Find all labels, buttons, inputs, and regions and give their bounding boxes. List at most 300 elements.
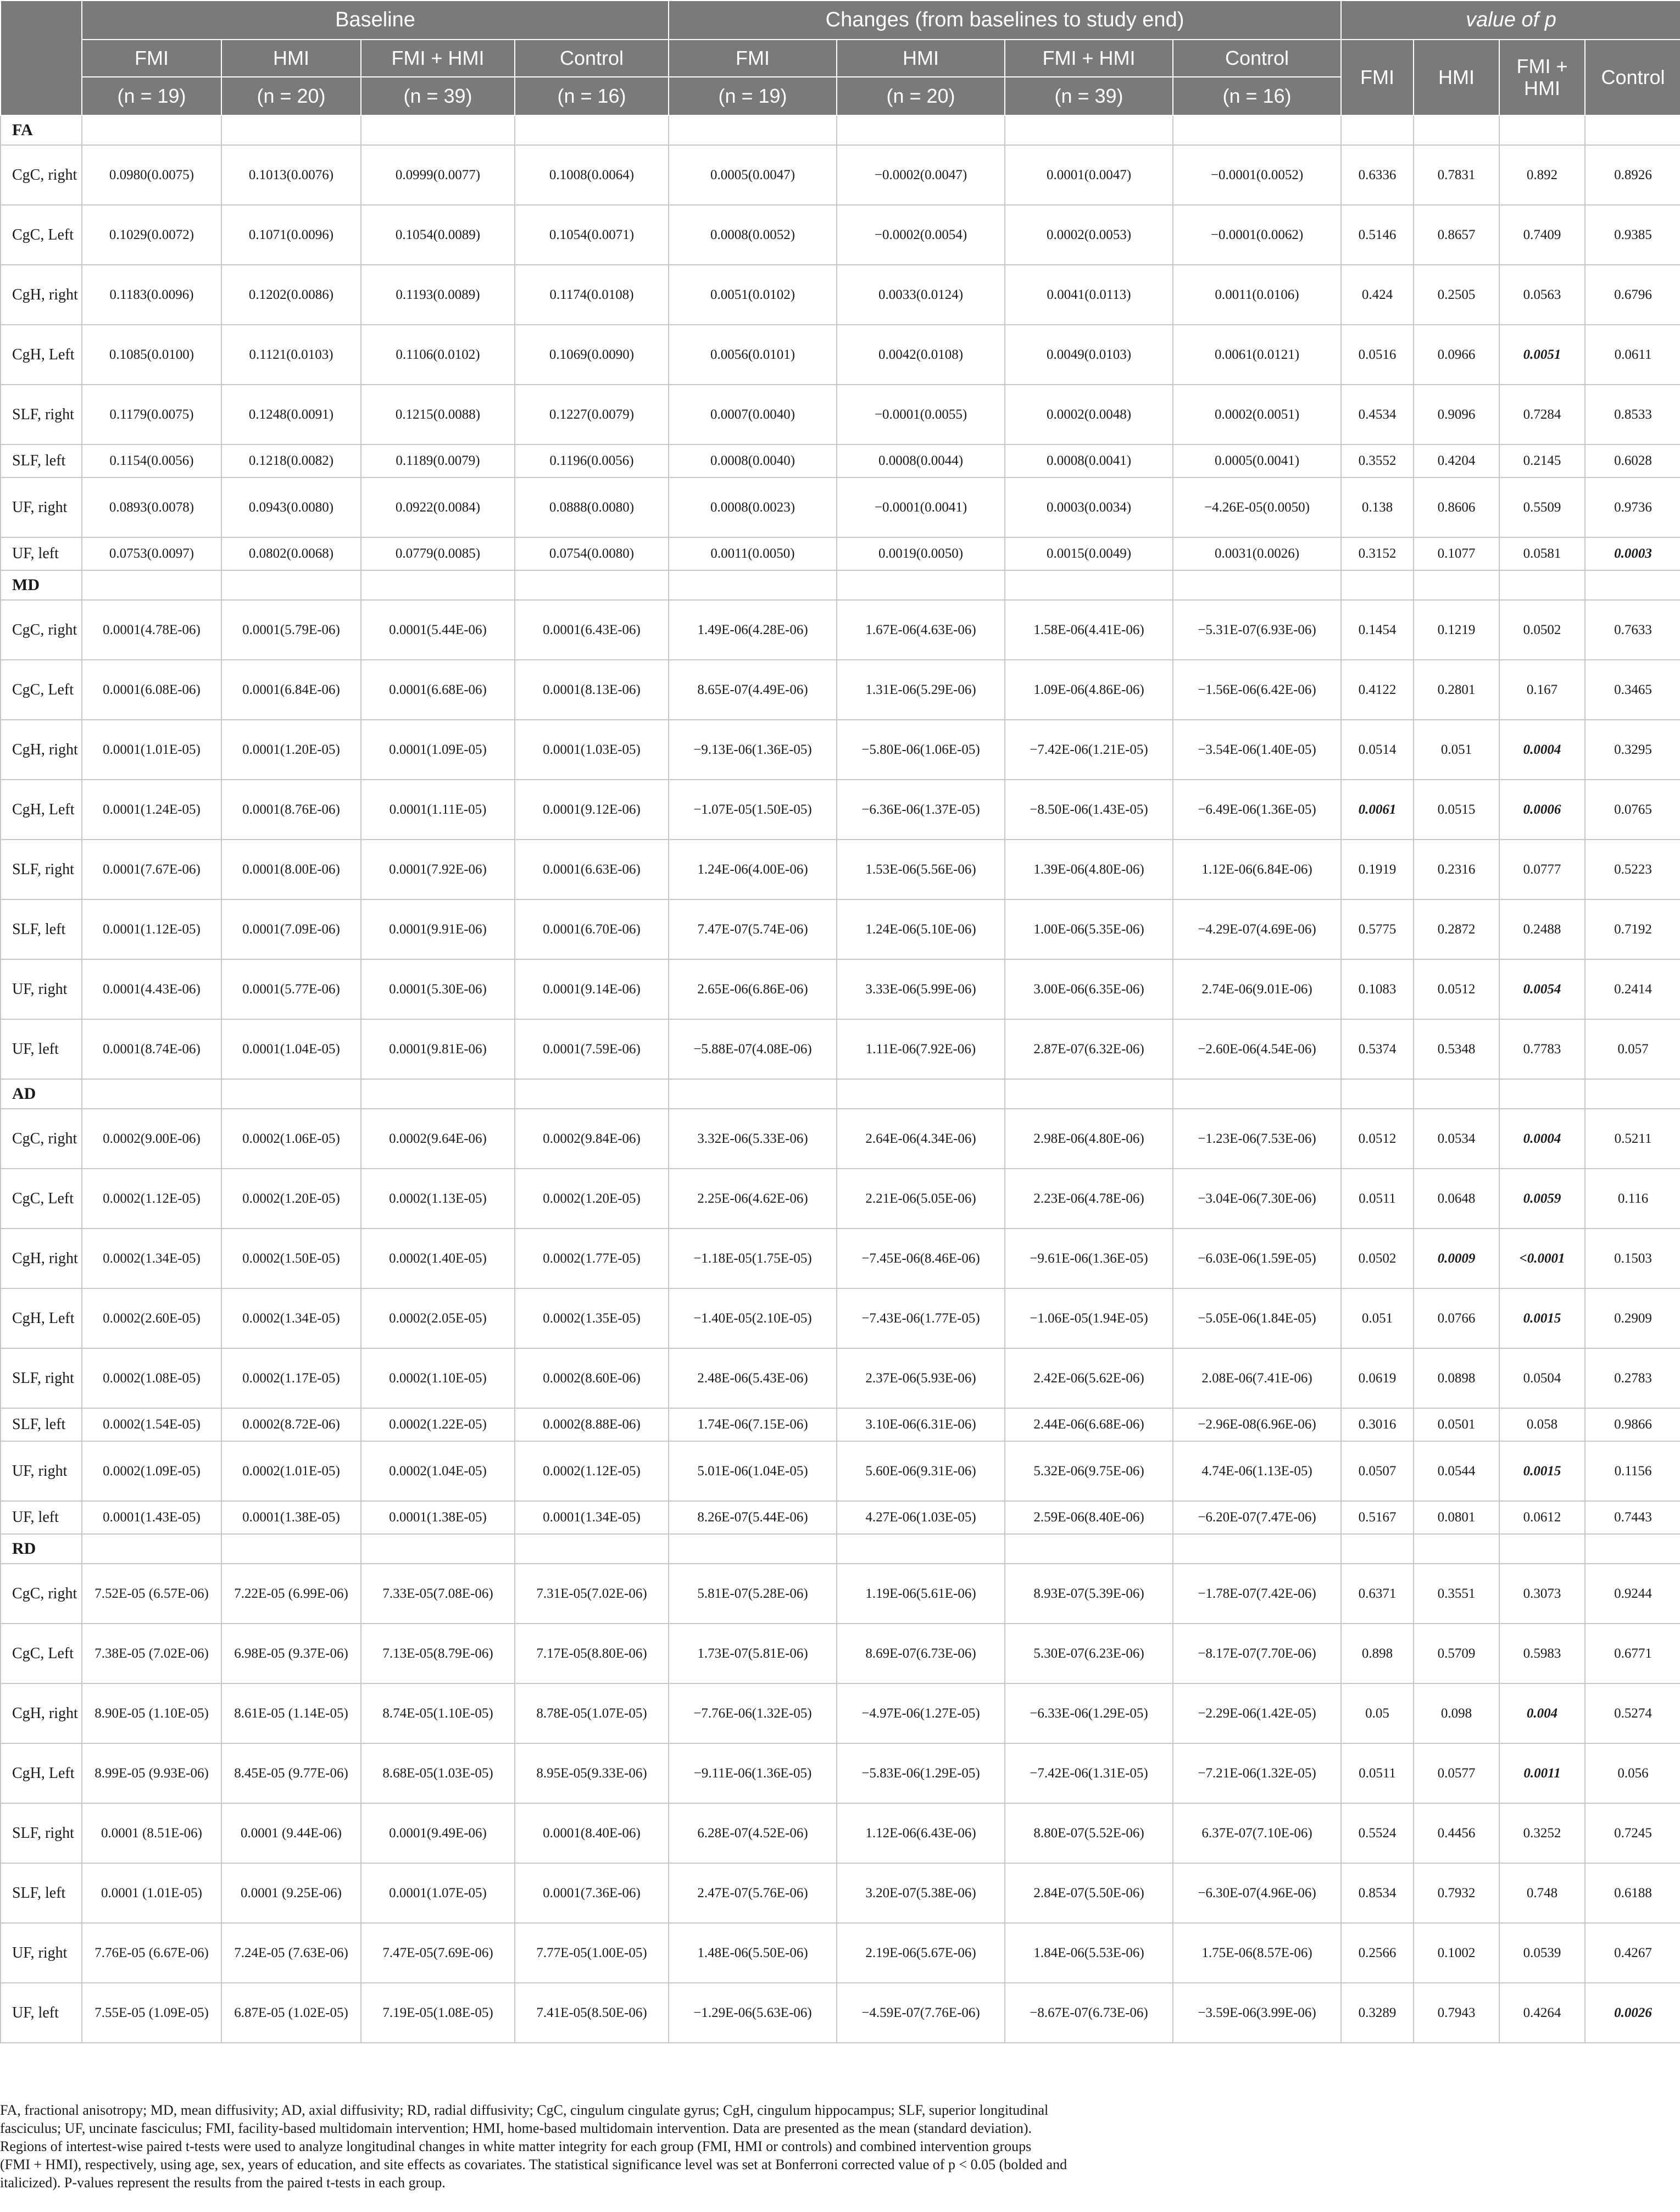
baseline-cell: 0.0002(1.10E-05): [361, 1348, 515, 1408]
p-value-cell: 0.7245: [1585, 1803, 1680, 1863]
p-value-cell: 0.7192: [1585, 899, 1680, 959]
p-value-cell: 0.0004: [1499, 1109, 1585, 1169]
empty-cell: [1005, 1079, 1173, 1109]
p-value-cell: 0.6028: [1585, 444, 1680, 477]
change-cell: 3.10E-06(6.31E-06): [837, 1408, 1005, 1441]
change-cell: 2.64E-06(4.34E-06): [837, 1109, 1005, 1169]
change-cell: 5.81E-07(5.28E-06): [669, 1564, 837, 1624]
header-change-fmi: FMI: [669, 40, 837, 77]
baseline-cell: 0.0002(1.20E-05): [221, 1169, 361, 1229]
baseline-cell: 0.0943(0.0080): [221, 477, 361, 537]
change-cell: 1.09E-06(4.86E-06): [1005, 660, 1173, 720]
baseline-cell: 0.0001(1.03E-05): [515, 720, 669, 780]
baseline-cell: 8.74E-05(1.10E-05): [361, 1683, 515, 1743]
change-cell: −4.26E-05(0.0050): [1173, 477, 1341, 537]
p-value-cell: 0.004: [1499, 1683, 1585, 1743]
change-cell: 0.0002(0.0053): [1005, 205, 1173, 265]
baseline-cell: 0.0001(8.00E-06): [221, 840, 361, 899]
baseline-cell: 0.0001(6.43E-06): [515, 600, 669, 660]
empty-cell: [837, 570, 1005, 600]
baseline-cell: 0.1154(0.0056): [82, 444, 221, 477]
p-value-cell: 0.056: [1585, 1743, 1680, 1803]
change-cell: −6.03E-06(1.59E-05): [1173, 1229, 1341, 1288]
row-label: SLF, left: [1, 1863, 82, 1923]
p-value-cell: 0.2414: [1585, 959, 1680, 1019]
p-value-cell: 0.0004: [1499, 720, 1585, 780]
p-value-cell: 0.3552: [1341, 444, 1414, 477]
baseline-cell: 0.0002(1.77E-05): [515, 1229, 669, 1288]
header-change-control: Control: [1173, 40, 1341, 77]
p-value-cell: 0.0504: [1499, 1348, 1585, 1408]
p-value-cell: 0.424: [1341, 265, 1414, 325]
baseline-cell: 8.68E-05(1.03E-05): [361, 1743, 515, 1803]
baseline-cell: 8.61E-05 (1.14E-05): [221, 1683, 361, 1743]
empty-cell: [837, 1534, 1005, 1564]
p-value-cell: 0.0003: [1585, 537, 1680, 570]
change-cell: 2.21E-06(5.05E-06): [837, 1169, 1005, 1229]
empty-cell: [1414, 115, 1499, 145]
baseline-cell: 0.0002(1.04E-05): [361, 1441, 515, 1501]
table-row: [1, 205, 1680, 265]
baseline-cell: 0.1013(0.0076): [221, 145, 361, 205]
table-row: [1, 959, 1680, 1019]
table-footnote: [0, 2101, 1670, 2192]
baseline-cell: 0.0001(9.81E-06): [361, 1019, 515, 1079]
change-cell: 2.87E-07(6.32E-06): [1005, 1019, 1173, 1079]
row-label: SLF, left: [1, 444, 82, 477]
baseline-cell: 8.78E-05(1.07E-05): [515, 1683, 669, 1743]
row-label: CgH, Left: [1, 780, 82, 840]
change-cell: 2.48E-06(5.43E-06): [669, 1348, 837, 1408]
baseline-cell: 0.1248(0.0091): [221, 385, 361, 444]
empty-cell: [82, 570, 221, 600]
empty-cell: [837, 115, 1005, 145]
p-value-cell: 0.051: [1414, 720, 1499, 780]
p-value-cell: 0.0061: [1341, 780, 1414, 840]
change-cell: −5.83E-06(1.29E-05): [837, 1743, 1005, 1803]
change-cell: 1.74E-06(7.15E-06): [669, 1408, 837, 1441]
baseline-cell: 0.1071(0.0096): [221, 205, 361, 265]
row-label: SLF, left: [1, 1408, 82, 1441]
table-row: [1, 780, 1680, 840]
p-value-cell: 0.0511: [1341, 1169, 1414, 1229]
empty-cell: [1414, 1534, 1499, 1564]
p-value-cell: 0.0511: [1341, 1743, 1414, 1803]
p-value-cell: 0.5223: [1585, 840, 1680, 899]
empty-cell: [1005, 1534, 1173, 1564]
empty-cell: [1585, 1079, 1680, 1109]
p-value-cell: 0.051: [1341, 1288, 1414, 1348]
change-cell: −9.61E-06(1.36E-05): [1005, 1229, 1173, 1288]
baseline-cell: 0.0001 (9.44E-06): [221, 1803, 361, 1863]
baseline-cell: 0.0002(2.05E-05): [361, 1288, 515, 1348]
table-row: [1, 660, 1680, 720]
change-cell: 0.0002(0.0051): [1173, 385, 1341, 444]
baseline-cell: 7.13E-05(8.79E-06): [361, 1624, 515, 1683]
header-p-control: Control: [1585, 40, 1680, 115]
p-value-cell: 0.0006: [1499, 780, 1585, 840]
p-value-cell: 0.6336: [1341, 145, 1414, 205]
baseline-cell: 0.0002(1.34E-05): [82, 1229, 221, 1288]
p-value-cell: 0.0514: [1341, 720, 1414, 780]
table-row: [1, 1683, 1680, 1743]
baseline-cell: 0.0999(0.0077): [361, 145, 515, 205]
p-value-cell: 0.1503: [1585, 1229, 1680, 1288]
p-value-cell: 0.0009: [1414, 1229, 1499, 1288]
p-value-cell: 0.0515: [1414, 780, 1499, 840]
change-cell: −3.59E-06(3.99E-06): [1173, 1983, 1341, 2043]
baseline-cell: 0.1179(0.0075): [82, 385, 221, 444]
change-cell: −5.88E-07(4.08E-06): [669, 1019, 837, 1079]
change-cell: 0.0007(0.0040): [669, 385, 837, 444]
baseline-cell: 0.1227(0.0079): [515, 385, 669, 444]
p-value-cell: 0.5374: [1341, 1019, 1414, 1079]
baseline-cell: 0.1054(0.0089): [361, 205, 515, 265]
change-cell: 1.73E-07(5.81E-06): [669, 1624, 837, 1683]
baseline-cell: 7.38E-05 (7.02E-06): [82, 1624, 221, 1683]
change-cell: 0.0003(0.0034): [1005, 477, 1173, 537]
baseline-cell: 0.1183(0.0096): [82, 265, 221, 325]
change-cell: 0.0033(0.0124): [837, 265, 1005, 325]
header-pvalue: value of p: [1341, 1, 1680, 40]
p-value-cell: 0.4534: [1341, 385, 1414, 444]
section-label: AD: [1, 1079, 82, 1109]
baseline-cell: 0.1069(0.0090): [515, 325, 669, 385]
table-row: [1, 325, 1680, 385]
p-value-cell: 0.4204: [1414, 444, 1499, 477]
header-baseline-fmi-hmi-n: (n = 39): [361, 77, 515, 115]
table-row: [1, 1109, 1680, 1169]
change-cell: 1.24E-06(5.10E-06): [837, 899, 1005, 959]
p-value-cell: 0.5146: [1341, 205, 1414, 265]
table-row: [1, 385, 1680, 444]
p-value-cell: 0.3465: [1585, 660, 1680, 720]
change-cell: 2.47E-07(5.76E-06): [669, 1863, 837, 1923]
empty-cell: [669, 570, 837, 600]
change-cell: 0.0019(0.0050): [837, 537, 1005, 570]
table-row: [1, 1863, 1680, 1923]
change-cell: −3.54E-06(1.40E-05): [1173, 720, 1341, 780]
table-row: [1, 1019, 1680, 1079]
change-cell: 2.59E-06(8.40E-06): [1005, 1501, 1173, 1534]
p-value-cell: 0.2783: [1585, 1348, 1680, 1408]
change-cell: 1.67E-06(4.63E-06): [837, 600, 1005, 660]
baseline-cell: 7.22E-05 (6.99E-06): [221, 1564, 361, 1624]
p-value-cell: 0.0054: [1499, 959, 1585, 1019]
p-value-cell: 0.2145: [1499, 444, 1585, 477]
change-cell: −1.06E-05(1.94E-05): [1005, 1288, 1173, 1348]
empty-cell: [1173, 1534, 1341, 1564]
change-cell: 1.31E-06(5.29E-06): [837, 660, 1005, 720]
baseline-cell: 7.24E-05 (7.63E-06): [221, 1923, 361, 1983]
row-label: CgC, Left: [1, 660, 82, 720]
empty-cell: [1005, 570, 1173, 600]
p-value-cell: 0.3152: [1341, 537, 1414, 570]
baseline-cell: 0.0002(1.12E-05): [82, 1169, 221, 1229]
baseline-cell: 0.0002(1.12E-05): [515, 1441, 669, 1501]
p-value-cell: 0.7443: [1585, 1501, 1680, 1534]
baseline-cell: 0.0001(1.07E-05): [361, 1863, 515, 1923]
p-value-cell: 0.2566: [1341, 1923, 1414, 1983]
p-value-cell: 0.5167: [1341, 1501, 1414, 1534]
p-value-cell: 0.9866: [1585, 1408, 1680, 1441]
row-label: CgH, right: [1, 1683, 82, 1743]
header-baseline-fmi-hmi: FMI + HMI: [361, 40, 515, 77]
p-value-cell: 0.4267: [1585, 1923, 1680, 1983]
p-value-cell: 0.0648: [1414, 1169, 1499, 1229]
change-cell: 1.39E-06(4.80E-06): [1005, 840, 1173, 899]
baseline-cell: 0.0001(6.68E-06): [361, 660, 515, 720]
p-value-cell: 0.8606: [1414, 477, 1499, 537]
p-value-cell: 0.9385: [1585, 205, 1680, 265]
p-value-cell: 0.0966: [1414, 325, 1499, 385]
change-cell: 8.26E-07(5.44E-06): [669, 1501, 837, 1534]
change-cell: −6.20E-07(7.47E-06): [1173, 1501, 1341, 1534]
header-baseline-control-n: (n = 16): [515, 77, 669, 115]
empty-cell: [1585, 115, 1680, 145]
baseline-cell: 0.0001(1.11E-05): [361, 780, 515, 840]
table-row: [1, 1408, 1680, 1441]
empty-cell: [82, 1079, 221, 1109]
p-value-cell: 0.9736: [1585, 477, 1680, 537]
change-cell: 1.00E-06(5.35E-06): [1005, 899, 1173, 959]
p-value-cell: 0.2909: [1585, 1288, 1680, 1348]
empty-cell: [1499, 1534, 1585, 1564]
header-change-fmi-hmi-n: (n = 39): [1005, 77, 1173, 115]
empty-cell: [1173, 115, 1341, 145]
baseline-cell: 0.0002(9.00E-06): [82, 1109, 221, 1169]
change-cell: −5.31E-07(6.93E-06): [1173, 600, 1341, 660]
empty-cell: [361, 1534, 515, 1564]
p-value-cell: 0.0026: [1585, 1983, 1680, 2043]
empty-cell: [361, 115, 515, 145]
baseline-cell: 0.0001(5.44E-06): [361, 600, 515, 660]
p-value-cell: 0.7943: [1414, 1983, 1499, 2043]
p-value-cell: 0.7284: [1499, 385, 1585, 444]
empty-cell: [669, 1534, 837, 1564]
p-value-cell: 0.7633: [1585, 600, 1680, 660]
p-value-cell: 0.0015: [1499, 1288, 1585, 1348]
p-value-cell: 0.058: [1499, 1408, 1585, 1441]
empty-cell: [1005, 115, 1173, 145]
p-value-cell: 0.4456: [1414, 1803, 1499, 1863]
change-cell: 0.0008(0.0041): [1005, 444, 1173, 477]
table-row: [1, 1803, 1680, 1863]
p-value-cell: 0.057: [1585, 1019, 1680, 1079]
baseline-cell: 0.0001 (1.01E-05): [82, 1863, 221, 1923]
section-row: [1, 115, 1680, 145]
baseline-cell: 0.0001(5.77E-06): [221, 959, 361, 1019]
row-label: UF, right: [1, 477, 82, 537]
baseline-cell: 7.17E-05(8.80E-06): [515, 1624, 669, 1683]
baseline-cell: 0.0001(1.43E-05): [82, 1501, 221, 1534]
baseline-cell: 0.0001(1.09E-05): [361, 720, 515, 780]
baseline-cell: 0.0980(0.0075): [82, 145, 221, 205]
table-row: [1, 477, 1680, 537]
empty-cell: [1173, 1079, 1341, 1109]
p-value-cell: 0.1002: [1414, 1923, 1499, 1983]
table-row: [1, 1441, 1680, 1501]
header-change-fmi-n: (n = 19): [669, 77, 837, 115]
change-cell: 8.93E-07(5.39E-06): [1005, 1564, 1173, 1624]
header-p-fmi-hmi-label: FMI + HMI: [1516, 55, 1568, 99]
baseline-cell: 0.0002(8.72E-06): [221, 1408, 361, 1441]
table-row: [1, 1743, 1680, 1803]
change-cell: −1.56E-06(6.42E-06): [1173, 660, 1341, 720]
baseline-cell: 0.0002(1.22E-05): [361, 1408, 515, 1441]
empty-cell: [1585, 570, 1680, 600]
change-cell: 0.0008(0.0040): [669, 444, 837, 477]
change-cell: −1.40E-05(2.10E-05): [669, 1288, 837, 1348]
change-cell: 0.0061(0.0121): [1173, 325, 1341, 385]
baseline-cell: 0.0002(9.84E-06): [515, 1109, 669, 1169]
table-row: [1, 840, 1680, 899]
p-value-cell: 0.7409: [1499, 205, 1585, 265]
p-value-cell: 0.0801: [1414, 1501, 1499, 1534]
baseline-cell: 0.0001(7.36E-06): [515, 1863, 669, 1923]
change-cell: 1.49E-06(4.28E-06): [669, 600, 837, 660]
p-value-cell: 0.0507: [1341, 1441, 1414, 1501]
p-value-cell: 0.2801: [1414, 660, 1499, 720]
change-cell: 1.11E-06(7.92E-06): [837, 1019, 1005, 1079]
change-cell: 3.33E-06(5.99E-06): [837, 959, 1005, 1019]
table-row: [1, 899, 1680, 959]
header-p-fmi: FMI: [1341, 40, 1414, 115]
table-row: [1, 537, 1680, 570]
baseline-cell: 8.45E-05 (9.77E-06): [221, 1743, 361, 1803]
empty-cell: [515, 1079, 669, 1109]
change-cell: 1.84E-06(5.53E-06): [1005, 1923, 1173, 1983]
header-change-control-n: (n = 16): [1173, 77, 1341, 115]
p-value-cell: 0.6188: [1585, 1863, 1680, 1923]
change-cell: −7.45E-06(8.46E-06): [837, 1229, 1005, 1288]
header-baseline-control: Control: [515, 40, 669, 77]
p-value-cell: <0.0001: [1499, 1229, 1585, 1288]
change-cell: 2.44E-06(6.68E-06): [1005, 1408, 1173, 1441]
empty-cell: [1341, 1079, 1414, 1109]
baseline-cell: 0.0001(1.04E-05): [221, 1019, 361, 1079]
p-value-cell: 0.0512: [1414, 959, 1499, 1019]
baseline-cell: 0.0002(1.09E-05): [82, 1441, 221, 1501]
row-label: UF, left: [1, 1983, 82, 2043]
baseline-cell: 0.0002(1.35E-05): [515, 1288, 669, 1348]
change-cell: 2.74E-06(9.01E-06): [1173, 959, 1341, 1019]
empty-cell: [1341, 570, 1414, 600]
p-value-cell: 0.8657: [1414, 205, 1499, 265]
baseline-cell: 0.0001(8.40E-06): [515, 1803, 669, 1863]
change-cell: 3.00E-06(6.35E-06): [1005, 959, 1173, 1019]
change-cell: 0.0008(0.0044): [837, 444, 1005, 477]
p-value-cell: 0.9096: [1414, 385, 1499, 444]
change-cell: −2.96E-08(6.96E-06): [1173, 1408, 1341, 1441]
change-cell: −8.50E-06(1.43E-05): [1005, 780, 1173, 840]
baseline-cell: 0.0002(1.40E-05): [361, 1229, 515, 1288]
baseline-cell: 0.0001(5.30E-06): [361, 959, 515, 1019]
baseline-cell: 0.0001(4.43E-06): [82, 959, 221, 1019]
change-cell: 1.48E-06(5.50E-06): [669, 1923, 837, 1983]
p-value-cell: 0.0765: [1585, 780, 1680, 840]
header-change-hmi: HMI: [837, 40, 1005, 77]
baseline-cell: 7.33E-05(7.08E-06): [361, 1564, 515, 1624]
change-cell: 4.27E-06(1.03E-05): [837, 1501, 1005, 1534]
baseline-cell: 0.1054(0.0071): [515, 205, 669, 265]
p-value-cell: 0.5274: [1585, 1683, 1680, 1743]
baseline-cell: 0.0001(7.67E-06): [82, 840, 221, 899]
p-value-cell: 0.0544: [1414, 1441, 1499, 1501]
row-label: UF, left: [1, 1019, 82, 1079]
header-change-hmi-n: (n = 20): [837, 77, 1005, 115]
change-cell: 0.0015(0.0049): [1005, 537, 1173, 570]
change-cell: 5.60E-06(9.31E-06): [837, 1441, 1005, 1501]
row-label: CgH, right: [1, 265, 82, 325]
change-cell: 1.19E-06(5.61E-06): [837, 1564, 1005, 1624]
empty-cell: [361, 1079, 515, 1109]
baseline-cell: 0.0001(8.74E-06): [82, 1019, 221, 1079]
change-cell: 5.32E-06(9.75E-06): [1005, 1441, 1173, 1501]
p-value-cell: 0.167: [1499, 660, 1585, 720]
change-cell: 2.98E-06(4.80E-06): [1005, 1109, 1173, 1169]
change-cell: 2.08E-06(7.41E-06): [1173, 1348, 1341, 1408]
header-p-fmi-hmi: [1499, 40, 1585, 115]
baseline-cell: 0.0002(1.01E-05): [221, 1441, 361, 1501]
p-value-cell: 0.8926: [1585, 145, 1680, 205]
change-cell: 0.0005(0.0041): [1173, 444, 1341, 477]
change-cell: −4.59E-07(7.76E-06): [837, 1983, 1005, 2043]
row-label: CgH, Left: [1, 325, 82, 385]
p-value-cell: 0.0011: [1499, 1743, 1585, 1803]
section-row: [1, 1079, 1680, 1109]
baseline-cell: 0.0001(1.12E-05): [82, 899, 221, 959]
row-label: SLF, right: [1, 1348, 82, 1408]
row-label: CgH, right: [1, 1229, 82, 1288]
p-value-cell: 0.0015: [1499, 1441, 1585, 1501]
baseline-cell: 0.0922(0.0084): [361, 477, 515, 537]
change-cell: −6.30E-07(4.96E-06): [1173, 1863, 1341, 1923]
p-value-cell: 0.0059: [1499, 1169, 1585, 1229]
change-cell: 3.32E-06(5.33E-06): [669, 1109, 837, 1169]
baseline-cell: 7.55E-05 (1.09E-05): [82, 1983, 221, 2043]
change-cell: 1.53E-06(5.56E-06): [837, 840, 1005, 899]
change-cell: −0.0001(0.0041): [837, 477, 1005, 537]
row-label: SLF, right: [1, 1803, 82, 1863]
baseline-cell: 0.0002(1.08E-05): [82, 1348, 221, 1408]
change-cell: 6.28E-07(4.52E-06): [669, 1803, 837, 1863]
change-cell: 7.47E-07(5.74E-06): [669, 899, 837, 959]
change-cell: 8.65E-07(4.49E-06): [669, 660, 837, 720]
row-label: CgC, Left: [1, 1624, 82, 1683]
baseline-cell: 7.52E-05 (6.57E-06): [82, 1564, 221, 1624]
empty-cell: [515, 570, 669, 600]
empty-cell: [82, 1534, 221, 1564]
change-cell: 8.69E-07(6.73E-06): [837, 1624, 1005, 1683]
baseline-cell: 0.0002(1.06E-05): [221, 1109, 361, 1169]
change-cell: −5.05E-06(1.84E-05): [1173, 1288, 1341, 1348]
change-cell: 0.0051(0.0102): [669, 265, 837, 325]
baseline-cell: 7.47E-05(7.69E-06): [361, 1923, 515, 1983]
empty-cell: [221, 570, 361, 600]
p-value-cell: 0.2316: [1414, 840, 1499, 899]
baseline-cell: 8.95E-05(9.33E-06): [515, 1743, 669, 1803]
row-label: SLF, right: [1, 840, 82, 899]
row-label: CgC, Left: [1, 1169, 82, 1229]
p-value-cell: 0.9244: [1585, 1564, 1680, 1624]
p-value-cell: 0.7932: [1414, 1863, 1499, 1923]
change-cell: −6.33E-06(1.29E-05): [1005, 1683, 1173, 1743]
change-cell: −4.97E-06(1.27E-05): [837, 1683, 1005, 1743]
change-cell: −0.0002(0.0054): [837, 205, 1005, 265]
empty-cell: [221, 1079, 361, 1109]
table-row: [1, 600, 1680, 660]
